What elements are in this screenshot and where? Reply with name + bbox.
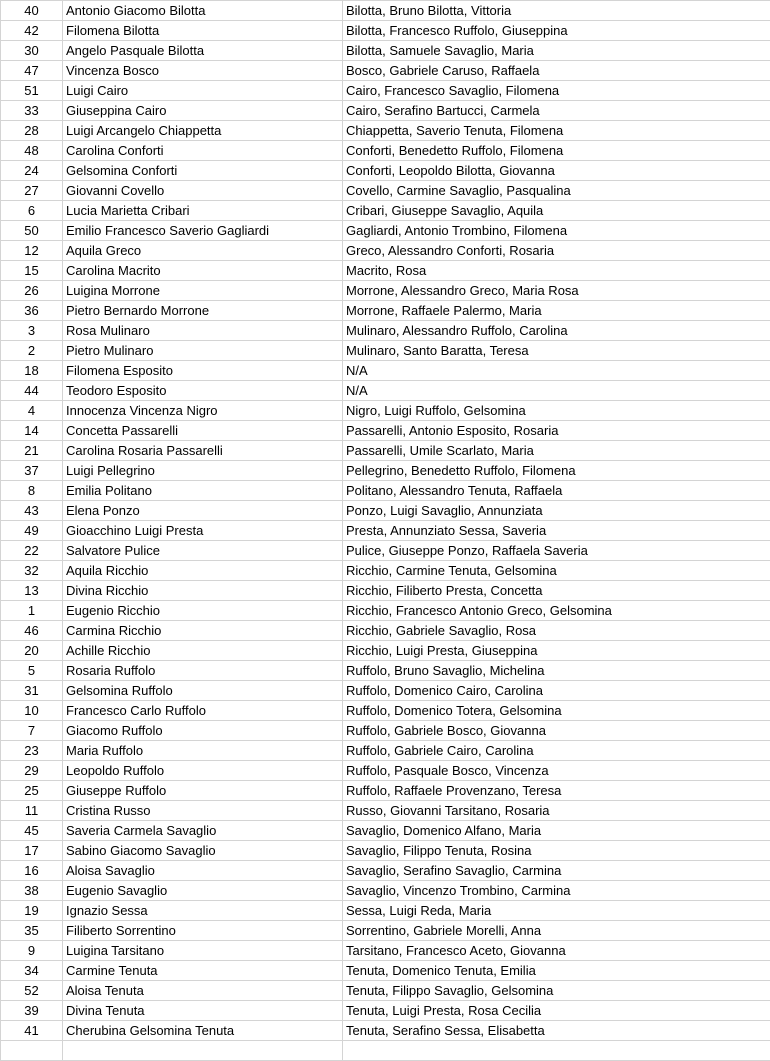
cell-person-name[interactable]: Vincenza Bosco bbox=[63, 61, 343, 81]
cell-number[interactable]: 33 bbox=[1, 101, 63, 121]
cell-parents[interactable]: Ruffolo, Pasquale Bosco, Vincenza bbox=[343, 761, 770, 781]
cell-person-name[interactable]: Saveria Carmela Savaglio bbox=[63, 821, 343, 841]
table-row bbox=[1, 301, 770, 321]
cell-parents[interactable]: N/A bbox=[343, 381, 770, 401]
cell-person-name[interactable]: Achille Ricchio bbox=[63, 641, 343, 661]
cell-person-name[interactable]: Luigina Morrone bbox=[63, 281, 343, 301]
cell-number[interactable]: 7 bbox=[1, 721, 63, 741]
cell-parents[interactable]: Gagliardi, Antonio Trombino, Filomena bbox=[343, 221, 770, 241]
cell-parents[interactable]: Savaglio, Domenico Alfano, Maria bbox=[343, 821, 770, 841]
table-row bbox=[1, 1001, 770, 1021]
table-row bbox=[1, 961, 770, 981]
cell-parents[interactable]: Ricchio, Filiberto Presta, Concetta bbox=[343, 581, 770, 601]
cell-number[interactable]: 37 bbox=[1, 461, 63, 481]
cell-parents[interactable]: Ruffolo, Bruno Savaglio, Michelina bbox=[343, 661, 770, 681]
cell-parents[interactable]: Covello, Carmine Savaglio, Pasqualina bbox=[343, 181, 770, 201]
table-row bbox=[1, 581, 770, 601]
cell-person-name[interactable]: Rosa Mulinaro bbox=[63, 321, 343, 341]
empty-row bbox=[1, 1041, 770, 1061]
table-row bbox=[1, 221, 770, 241]
table-row bbox=[1, 381, 770, 401]
cell-number[interactable]: 21 bbox=[1, 441, 63, 461]
cell-number[interactable]: 28 bbox=[1, 121, 63, 141]
table-row bbox=[1, 201, 770, 221]
cell-number[interactable]: 44 bbox=[1, 381, 63, 401]
cell-person-name[interactable]: Carmina Ricchio bbox=[63, 621, 343, 641]
cell-parents[interactable]: Savaglio, Serafino Savaglio, Carmina bbox=[343, 861, 770, 881]
cell-person-name[interactable]: Filomena Esposito bbox=[63, 361, 343, 381]
cell-parents[interactable]: Savaglio, Filippo Tenuta, Rosina bbox=[343, 841, 770, 861]
table-row bbox=[1, 121, 770, 141]
table-row bbox=[1, 761, 770, 781]
cell-person-name[interactable]: Luigi Arcangelo Chiappetta bbox=[63, 121, 343, 141]
cell-parents[interactable]: Ricchio, Carmine Tenuta, Gelsomina bbox=[343, 561, 770, 581]
cell-number[interactable]: 42 bbox=[1, 21, 63, 41]
cell-person-name[interactable]: Luigi Cairo bbox=[63, 81, 343, 101]
table-row bbox=[1, 541, 770, 561]
cell-parents[interactable]: Pellegrino, Benedetto Ruffolo, Filomena bbox=[343, 461, 770, 481]
cell-parents[interactable]: Conforti, Benedetto Ruffolo, Filomena bbox=[343, 141, 770, 161]
cell-person-name[interactable]: Filiberto Sorrentino bbox=[63, 921, 343, 941]
cell-number[interactable]: 31 bbox=[1, 681, 63, 701]
cell-person-name[interactable]: Leopoldo Ruffolo bbox=[63, 761, 343, 781]
cell-number[interactable]: 16 bbox=[1, 861, 63, 881]
cell-person-name[interactable]: Carmine Tenuta bbox=[63, 961, 343, 981]
cell-parents[interactable]: Savaglio, Vincenzo Trombino, Carmina bbox=[343, 881, 770, 901]
table-row bbox=[1, 981, 770, 1001]
cell-parents[interactable]: Sorrentino, Gabriele Morelli, Anna bbox=[343, 921, 770, 941]
cell-number[interactable]: 43 bbox=[1, 501, 63, 521]
cell-number[interactable]: 38 bbox=[1, 881, 63, 901]
table-row bbox=[1, 1, 770, 21]
cell-number[interactable]: 27 bbox=[1, 181, 63, 201]
table-row bbox=[1, 181, 770, 201]
cell-number[interactable]: 15 bbox=[1, 261, 63, 281]
cell-number[interactable]: 8 bbox=[1, 481, 63, 501]
table-row bbox=[1, 741, 770, 761]
cell-person-name[interactable]: Pietro Mulinaro bbox=[63, 341, 343, 361]
cell-parents[interactable]: Passarelli, Umile Scarlato, Maria bbox=[343, 441, 770, 461]
table-row bbox=[1, 701, 770, 721]
cell-person-name[interactable]: Pietro Bernardo Morrone bbox=[63, 301, 343, 321]
cell-number[interactable]: 25 bbox=[1, 781, 63, 801]
cell-person-name[interactable]: Carolina Macrito bbox=[63, 261, 343, 281]
cell-number[interactable]: 36 bbox=[1, 301, 63, 321]
cell-person-name[interactable]: Emilia Politano bbox=[63, 481, 343, 501]
cell-parents[interactable]: Morrone, Alessandro Greco, Maria Rosa bbox=[343, 281, 770, 301]
cell-person-name[interactable]: Carolina Conforti bbox=[63, 141, 343, 161]
cell-number[interactable]: 12 bbox=[1, 241, 63, 261]
cell-parents[interactable]: Bosco, Gabriele Caruso, Raffaela bbox=[343, 61, 770, 81]
cell-parents[interactable]: Ruffolo, Domenico Cairo, Carolina bbox=[343, 681, 770, 701]
cell-parents[interactable]: Tenuta, Luigi Presta, Rosa Cecilia bbox=[343, 1001, 770, 1021]
cell-number[interactable]: 10 bbox=[1, 701, 63, 721]
cell-number[interactable]: 29 bbox=[1, 761, 63, 781]
table-row bbox=[1, 1021, 770, 1041]
cell-number[interactable]: 47 bbox=[1, 61, 63, 81]
table-row bbox=[1, 401, 770, 421]
table-row bbox=[1, 521, 770, 541]
cell-number[interactable]: 51 bbox=[1, 81, 63, 101]
cell-number[interactable]: 11 bbox=[1, 801, 63, 821]
table-row bbox=[1, 421, 770, 441]
cell-parents[interactable]: Cairo, Serafino Bartucci, Carmela bbox=[343, 101, 770, 121]
table-row bbox=[1, 621, 770, 641]
cell-person-name[interactable]: Gioacchino Luigi Presta bbox=[63, 521, 343, 541]
cell-person-name[interactable]: Salvatore Pulice bbox=[63, 541, 343, 561]
spreadsheet-body bbox=[1, 1, 770, 1061]
cell-number[interactable]: 40 bbox=[1, 1, 63, 21]
table-row bbox=[1, 661, 770, 681]
cell-parents[interactable]: Tenuta, Filippo Savaglio, Gelsomina bbox=[343, 981, 770, 1001]
cell-parents[interactable]: Ruffolo, Domenico Totera, Gelsomina bbox=[343, 701, 770, 721]
cell-person-name[interactable]: Ignazio Sessa bbox=[63, 901, 343, 921]
table-row bbox=[1, 861, 770, 881]
cell-number[interactable]: 41 bbox=[1, 1021, 63, 1041]
cell-parents[interactable]: Ricchio, Luigi Presta, Giuseppina bbox=[343, 641, 770, 661]
cell-parents[interactable]: Mulinaro, Alessandro Ruffolo, Carolina bbox=[343, 321, 770, 341]
table-row bbox=[1, 601, 770, 621]
cell-parents[interactable]: Bilotta, Francesco Ruffolo, Giuseppina bbox=[343, 21, 770, 41]
cell-number[interactable]: 9 bbox=[1, 941, 63, 961]
cell-number[interactable]: 20 bbox=[1, 641, 63, 661]
table-row bbox=[1, 481, 770, 501]
table-row bbox=[1, 321, 770, 341]
cell-number[interactable]: 48 bbox=[1, 141, 63, 161]
cell-person-name[interactable]: Giuseppina Cairo bbox=[63, 101, 343, 121]
cell-number[interactable]: 30 bbox=[1, 41, 63, 61]
cell-person-name[interactable]: Angelo Pasquale Bilotta bbox=[63, 41, 343, 61]
cell-person-name[interactable]: Antonio Giacomo Bilotta bbox=[63, 1, 343, 21]
cell-number[interactable]: 45 bbox=[1, 821, 63, 841]
empty-cell[interactable] bbox=[343, 1041, 770, 1061]
cell-person-name[interactable]: Cherubina Gelsomina Tenuta bbox=[63, 1021, 343, 1041]
table-row bbox=[1, 501, 770, 521]
cell-person-name[interactable]: Aloisa Savaglio bbox=[63, 861, 343, 881]
cell-parents[interactable]: Presta, Annunziato Sessa, Saveria bbox=[343, 521, 770, 541]
cell-parents[interactable]: Tenuta, Domenico Tenuta, Emilia bbox=[343, 961, 770, 981]
cell-person-name[interactable]: Eugenio Ricchio bbox=[63, 601, 343, 621]
cell-person-name[interactable]: Giacomo Ruffolo bbox=[63, 721, 343, 741]
cell-number[interactable]: 19 bbox=[1, 901, 63, 921]
cell-person-name[interactable]: Concetta Passarelli bbox=[63, 421, 343, 441]
cell-parents[interactable]: Chiappetta, Saverio Tenuta, Filomena bbox=[343, 121, 770, 141]
cell-person-name[interactable]: Cristina Russo bbox=[63, 801, 343, 821]
cell-person-name[interactable]: Luigina Tarsitano bbox=[63, 941, 343, 961]
cell-person-name[interactable]: Aquila Greco bbox=[63, 241, 343, 261]
cell-parents[interactable]: Cairo, Francesco Savaglio, Filomena bbox=[343, 81, 770, 101]
cell-number[interactable]: 3 bbox=[1, 321, 63, 341]
cell-number[interactable]: 1 bbox=[1, 601, 63, 621]
cell-number[interactable]: 24 bbox=[1, 161, 63, 181]
cell-parents[interactable]: Morrone, Raffaele Palermo, Maria bbox=[343, 301, 770, 321]
cell-parents[interactable]: Politano, Alessandro Tenuta, Raffaela bbox=[343, 481, 770, 501]
cell-number[interactable]: 34 bbox=[1, 961, 63, 981]
cell-person-name[interactable]: Gelsomina Conforti bbox=[63, 161, 343, 181]
cell-parents[interactable]: Conforti, Leopoldo Bilotta, Giovanna bbox=[343, 161, 770, 181]
cell-parents[interactable]: Tenuta, Serafino Sessa, Elisabetta bbox=[343, 1021, 770, 1041]
cell-number[interactable]: 2 bbox=[1, 341, 63, 361]
cell-parents[interactable]: Ricchio, Francesco Antonio Greco, Gelsomina bbox=[343, 601, 770, 621]
table-row bbox=[1, 61, 770, 81]
cell-number[interactable]: 14 bbox=[1, 421, 63, 441]
cell-number[interactable]: 52 bbox=[1, 981, 63, 1001]
table-row bbox=[1, 161, 770, 181]
cell-person-name[interactable]: Giuseppe Ruffolo bbox=[63, 781, 343, 801]
table-row bbox=[1, 561, 770, 581]
cell-person-name[interactable]: Francesco Carlo Ruffolo bbox=[63, 701, 343, 721]
cell-parents[interactable]: Nigro, Luigi Ruffolo, Gelsomina bbox=[343, 401, 770, 421]
cell-number[interactable]: 23 bbox=[1, 741, 63, 761]
table-row bbox=[1, 801, 770, 821]
cell-number[interactable]: 49 bbox=[1, 521, 63, 541]
table-row bbox=[1, 41, 770, 61]
cell-parents[interactable]: Bilotta, Bruno Bilotta, Vittoria bbox=[343, 1, 770, 21]
table-row bbox=[1, 821, 770, 841]
cell-parents[interactable]: Ponzo, Luigi Savaglio, Annunziata bbox=[343, 501, 770, 521]
cell-person-name[interactable]: Gelsomina Ruffolo bbox=[63, 681, 343, 701]
table-row bbox=[1, 281, 770, 301]
cell-person-name[interactable]: Elena Ponzo bbox=[63, 501, 343, 521]
cell-person-name[interactable]: Aloisa Tenuta bbox=[63, 981, 343, 1001]
cell-number[interactable]: 32 bbox=[1, 561, 63, 581]
table-row bbox=[1, 261, 770, 281]
cell-person-name[interactable]: Emilio Francesco Saverio Gagliardi bbox=[63, 221, 343, 241]
cell-person-name[interactable]: Eugenio Savaglio bbox=[63, 881, 343, 901]
cell-parents[interactable]: Ruffolo, Raffaele Provenzano, Teresa bbox=[343, 781, 770, 801]
cell-person-name[interactable]: Luigi Pellegrino bbox=[63, 461, 343, 481]
table-row bbox=[1, 941, 770, 961]
cell-person-name[interactable]: Aquila Ricchio bbox=[63, 561, 343, 581]
cell-person-name[interactable]: Sabino Giacomo Savaglio bbox=[63, 841, 343, 861]
cell-number[interactable]: 26 bbox=[1, 281, 63, 301]
table-row bbox=[1, 641, 770, 661]
empty-cell[interactable] bbox=[63, 1041, 343, 1061]
cell-number[interactable]: 50 bbox=[1, 221, 63, 241]
table-row bbox=[1, 681, 770, 701]
cell-number[interactable]: 6 bbox=[1, 201, 63, 221]
table-row bbox=[1, 921, 770, 941]
empty-cell[interactable] bbox=[1, 1041, 63, 1061]
cell-parents[interactable]: Sessa, Luigi Reda, Maria bbox=[343, 901, 770, 921]
cell-person-name[interactable]: Teodoro Esposito bbox=[63, 381, 343, 401]
cell-number[interactable]: 4 bbox=[1, 401, 63, 421]
cell-parents[interactable]: Russo, Giovanni Tarsitano, Rosaria bbox=[343, 801, 770, 821]
table-row bbox=[1, 881, 770, 901]
cell-parents[interactable]: Ricchio, Gabriele Savaglio, Rosa bbox=[343, 621, 770, 641]
cell-number[interactable]: 46 bbox=[1, 621, 63, 641]
cell-person-name[interactable]: Maria Ruffolo bbox=[63, 741, 343, 761]
cell-number[interactable]: 18 bbox=[1, 361, 63, 381]
cell-parents[interactable]: Cribari, Giuseppe Savaglio, Aquila bbox=[343, 201, 770, 221]
cell-parents[interactable]: Ruffolo, Gabriele Cairo, Carolina bbox=[343, 741, 770, 761]
cell-person-name[interactable]: Giovanni Covello bbox=[63, 181, 343, 201]
cell-parents[interactable]: Greco, Alessandro Conforti, Rosaria bbox=[343, 241, 770, 261]
cell-parents[interactable]: Bilotta, Samuele Savaglio, Maria bbox=[343, 41, 770, 61]
cell-number[interactable]: 13 bbox=[1, 581, 63, 601]
cell-number[interactable]: 17 bbox=[1, 841, 63, 861]
cell-person-name[interactable]: Carolina Rosaria Passarelli bbox=[63, 441, 343, 461]
cell-person-name[interactable]: Lucia Marietta Cribari bbox=[63, 201, 343, 221]
cell-person-name[interactable]: Rosaria Ruffolo bbox=[63, 661, 343, 681]
table-row bbox=[1, 141, 770, 161]
cell-person-name[interactable]: Filomena Bilotta bbox=[63, 21, 343, 41]
table-row bbox=[1, 721, 770, 741]
cell-person-name[interactable]: Divina Tenuta bbox=[63, 1001, 343, 1021]
table-row bbox=[1, 341, 770, 361]
cell-number[interactable]: 35 bbox=[1, 921, 63, 941]
cell-parents[interactable]: Passarelli, Antonio Esposito, Rosaria bbox=[343, 421, 770, 441]
table-row bbox=[1, 841, 770, 861]
table-row bbox=[1, 81, 770, 101]
cell-parents[interactable]: Macrito, Rosa bbox=[343, 261, 770, 281]
cell-parents[interactable]: Mulinaro, Santo Baratta, Teresa bbox=[343, 341, 770, 361]
cell-parents[interactable]: Tarsitano, Francesco Aceto, Giovanna bbox=[343, 941, 770, 961]
table-row bbox=[1, 21, 770, 41]
table-row bbox=[1, 781, 770, 801]
table-row bbox=[1, 461, 770, 481]
table-row bbox=[1, 101, 770, 121]
cell-person-name[interactable]: Divina Ricchio bbox=[63, 581, 343, 601]
table-row bbox=[1, 241, 770, 261]
cell-number[interactable]: 22 bbox=[1, 541, 63, 561]
cell-person-name[interactable]: Innocenza Vincenza Nigro bbox=[63, 401, 343, 421]
cell-parents[interactable]: Pulice, Giuseppe Ponzo, Raffaela Saveria bbox=[343, 541, 770, 561]
cell-number[interactable]: 5 bbox=[1, 661, 63, 681]
cell-number[interactable]: 39 bbox=[1, 1001, 63, 1021]
table-row bbox=[1, 361, 770, 381]
table-row bbox=[1, 441, 770, 461]
cell-parents[interactable]: N/A bbox=[343, 361, 770, 381]
table-row bbox=[1, 901, 770, 921]
cell-parents[interactable]: Ruffolo, Gabriele Bosco, Giovanna bbox=[343, 721, 770, 741]
